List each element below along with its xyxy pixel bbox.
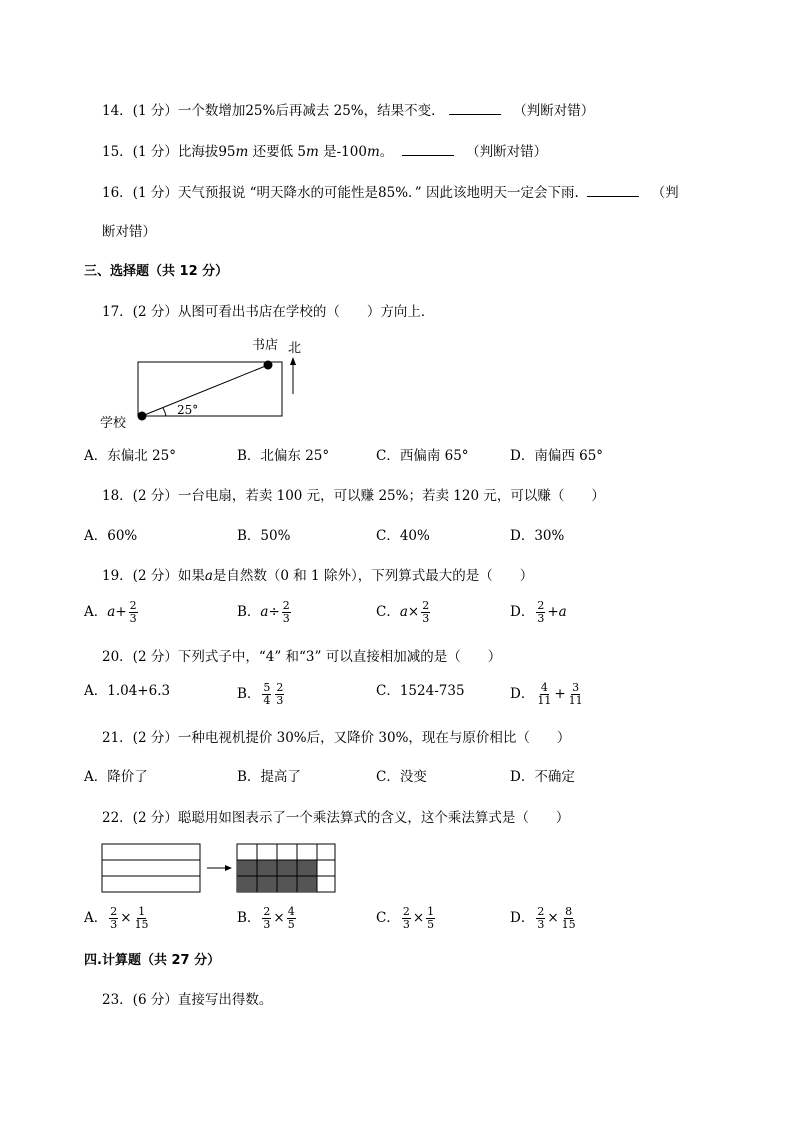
numerator: 2: [276, 681, 284, 694]
denominator: 3: [422, 612, 430, 625]
option-21-b[interactable]: B．提高了: [237, 769, 301, 785]
variable-a: a: [204, 568, 213, 584]
option-19-c[interactable]: [376, 600, 432, 625]
option-label: A．: [84, 683, 108, 699]
option-20-b[interactable]: [237, 682, 286, 707]
denominator: 11: [537, 694, 552, 707]
option-22-c[interactable]: [376, 906, 437, 931]
numerator: 4: [287, 905, 295, 918]
direction-figure: [100, 332, 320, 432]
option-label: C．: [376, 910, 400, 926]
question-15-mid: 还要低 5: [252, 144, 307, 160]
option-label: D．: [510, 686, 535, 702]
store-point: [264, 361, 273, 370]
denominator: 3: [263, 918, 271, 931]
fraction: [129, 600, 138, 625]
option-label: D．: [510, 910, 535, 926]
numerator: 2: [263, 905, 271, 918]
fraction: [262, 682, 271, 707]
section-heading-4: 四.计算题（共 27 分）: [84, 953, 221, 968]
operator: ×: [407, 604, 420, 620]
question-15-mid2: 是-100: [323, 144, 367, 160]
option-20-d[interactable]: [510, 682, 586, 707]
fraction: [402, 906, 411, 931]
option-label: C．: [376, 683, 400, 699]
operator: ×: [412, 910, 425, 926]
operator: ×: [120, 910, 132, 926]
question-19-text: 19．(2 分）如果: [102, 568, 205, 584]
option-19-d[interactable]: [510, 600, 567, 625]
denominator: 4: [263, 694, 271, 707]
north-arrow-icon: [290, 357, 296, 365]
question-14: [102, 102, 594, 120]
variable-a: a: [260, 604, 269, 620]
option-22-d[interactable]: [510, 906, 579, 931]
numerator: 2: [422, 599, 430, 612]
denominator: 5: [427, 918, 435, 931]
answer-blank-14[interactable]: [449, 102, 501, 115]
question-15-post: 。: [379, 144, 394, 160]
option-17-c[interactable]: C．西偏南 65°: [376, 448, 469, 464]
fraction: [536, 906, 545, 931]
option-20-a[interactable]: [84, 682, 170, 700]
operator: +: [547, 604, 559, 620]
question-16-text: 16．(1 分）天气预报说 “明天降水的可能性是85%．” 因此该地明天一定会下雨.: [102, 185, 579, 201]
option-label: B．: [237, 910, 261, 926]
denominator: 3: [110, 918, 118, 931]
denominator: 3: [537, 612, 545, 625]
question-16-continued: 断对错）: [102, 224, 156, 240]
arrow-right-icon: [225, 865, 232, 871]
expression: 1.04+6.3: [107, 683, 171, 699]
angle-label: 25°: [177, 403, 199, 417]
question-15-text: 15．(1 分）比海拔95: [102, 144, 236, 160]
option-18-b[interactable]: B．50%: [237, 528, 291, 544]
variable-a: a: [107, 604, 116, 620]
question-14-tail: （判断对错）: [513, 103, 595, 119]
denominator: 3: [402, 918, 410, 931]
option-18-a[interactable]: A．60%: [84, 528, 138, 544]
option-22-b[interactable]: [237, 906, 298, 931]
fraction: [426, 906, 435, 931]
operator: ×: [547, 910, 559, 926]
fraction: [134, 906, 150, 931]
option-label: C．: [376, 604, 400, 620]
question-15-tail: （判断对错）: [466, 144, 548, 160]
question-16-tail: （判: [651, 185, 679, 201]
operator: ×: [273, 910, 285, 926]
option-22-a[interactable]: [84, 906, 152, 931]
unit-m: m: [235, 144, 249, 160]
denominator: 3: [129, 612, 137, 625]
denominator: 11: [568, 694, 583, 707]
numerator: 4: [540, 681, 548, 694]
fraction: [275, 682, 284, 707]
unit-m: m: [306, 144, 319, 160]
option-18-c[interactable]: C．40%: [376, 528, 430, 544]
numerator: 1: [427, 905, 435, 918]
fraction: [287, 906, 296, 931]
option-17-d[interactable]: D．南偏西 65°: [510, 448, 604, 464]
operator: +: [554, 686, 566, 702]
question-16: [102, 184, 679, 202]
denominator: 5: [287, 918, 295, 931]
option-label: A．: [84, 604, 108, 620]
option-label: D．: [510, 604, 535, 620]
operator: +: [115, 604, 127, 620]
operator: ÷: [268, 604, 280, 620]
expression: 1524-735: [399, 683, 465, 699]
denominator: 3: [537, 918, 545, 931]
option-label: A．: [84, 910, 108, 926]
question-19-post: 是自然数（0 和 1 除外），下列算式最大的是（ ）: [212, 568, 534, 584]
question-23-text: 23．(6 分）直接写出得数。: [102, 992, 273, 1008]
numerator: 1: [138, 905, 146, 918]
school-point: [138, 412, 147, 421]
denominator: 3: [282, 612, 290, 625]
option-label: B．: [237, 604, 261, 620]
fraction: [282, 600, 291, 625]
numerator: 5: [263, 681, 271, 694]
numerator: 2: [110, 905, 118, 918]
question-15: [102, 143, 547, 161]
numerator: 2: [129, 599, 137, 612]
section-heading-3: 三、选择题（共 12 分）: [84, 264, 229, 279]
variable-a: a: [558, 604, 567, 620]
denominator: 15: [134, 918, 149, 931]
numerator: 2: [282, 599, 290, 612]
question-21-text: 21．(2 分）一种电视机提价 30%后，又降价 30%，现在与原价相比（ ）: [102, 730, 571, 746]
option-18-d[interactable]: D．30%: [510, 528, 565, 544]
question-20-text: 20．(2 分）下列式子中，“4” 和“3” 可以直接相加减的是（ ）: [102, 649, 502, 665]
option-20-c[interactable]: [376, 682, 465, 700]
north-label: 北: [288, 341, 302, 356]
numerator: 8: [565, 905, 573, 918]
fraction: [561, 906, 577, 931]
denominator: 15: [561, 918, 576, 931]
question-14-text: 14．(1 分）一个数增加25%后再减去 25%，结果不变．: [102, 103, 445, 119]
question-17-text: 17．(2 分）从图可看出书店在学校的（ ）方向上．: [102, 304, 435, 320]
numerator: 3: [572, 681, 580, 694]
question-18-text: 18．(2 分）一台电扇，若卖 100 元，可以赚 25%；若卖 120 元，可以赚（ ）: [102, 488, 605, 504]
answer-blank-15[interactable]: [402, 143, 454, 156]
fraction: [262, 906, 271, 931]
unit-m: m: [366, 144, 380, 160]
option-17-b[interactable]: B．北偏东 25°: [237, 448, 330, 464]
numerator: 2: [537, 599, 545, 612]
option-21-c[interactable]: C．没变: [376, 769, 427, 785]
answer-blank-16[interactable]: [587, 184, 639, 197]
denominator: 3: [276, 694, 284, 707]
option-21-d[interactable]: D．不确定: [510, 769, 575, 785]
question-22-text: 22．(2 分）聪聪用如图表示了一个乘法算式的含义，这个乘法算式是（ ）: [102, 810, 570, 826]
fraction: [421, 600, 430, 625]
option-19-a[interactable]: [84, 600, 140, 625]
fraction: [536, 600, 545, 625]
fraction-figure: [100, 842, 340, 896]
fraction: [109, 906, 118, 931]
store-label: 书店: [252, 338, 279, 353]
variable-a: a: [399, 604, 408, 620]
option-label: B．: [237, 686, 261, 702]
fraction: [536, 682, 552, 707]
numerator: 2: [402, 905, 410, 918]
school-label: 学校: [100, 416, 127, 431]
option-19-b[interactable]: [237, 600, 293, 625]
option-17-a[interactable]: A．东偏北 25°: [84, 448, 176, 464]
fraction: [568, 682, 584, 707]
option-21-a[interactable]: A．降价了: [84, 769, 148, 785]
question-19: [102, 567, 533, 585]
numerator: 2: [537, 905, 545, 918]
